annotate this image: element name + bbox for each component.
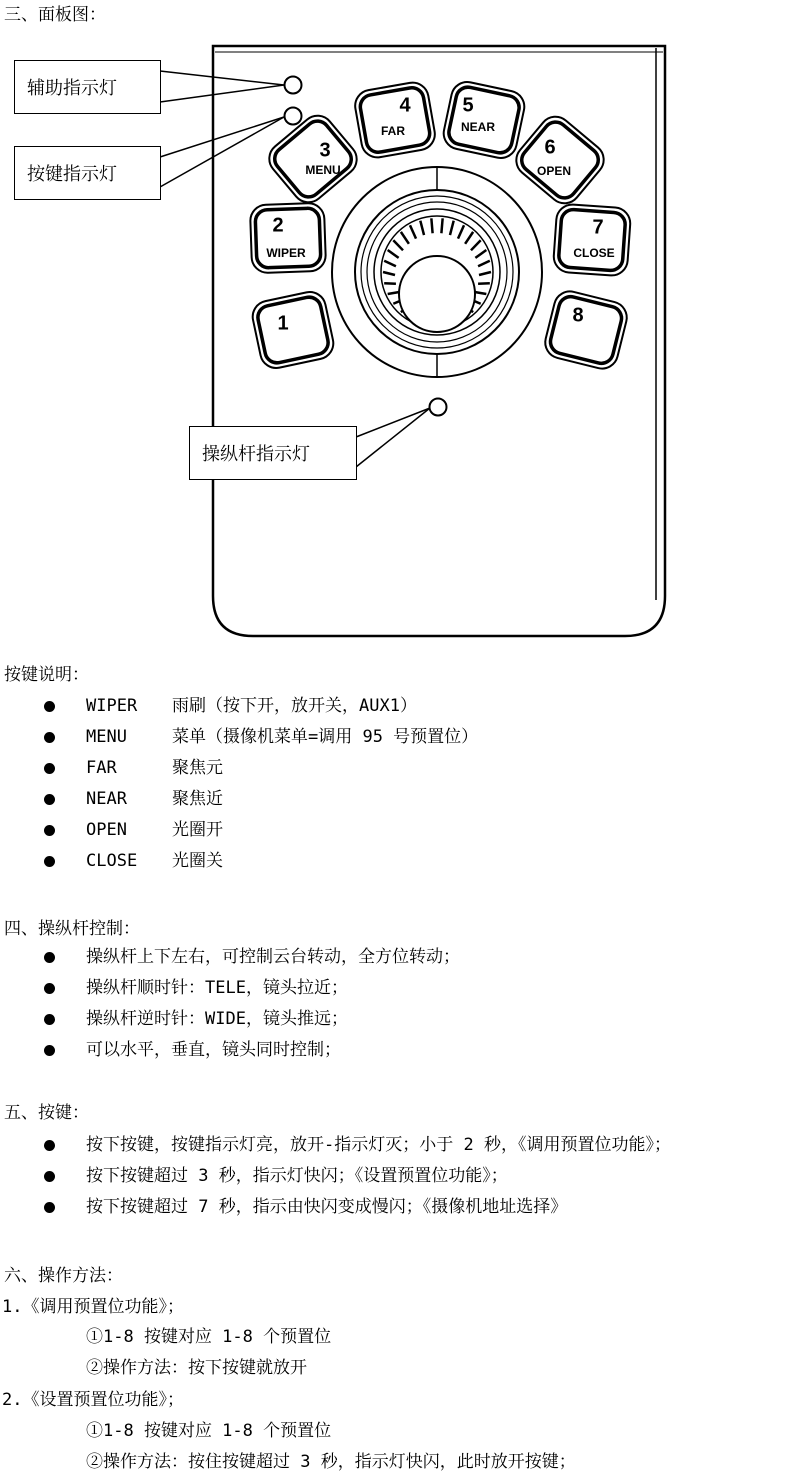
key-button-2[interactable] — [250, 203, 326, 274]
key-button-3[interactable] — [263, 109, 363, 209]
key-name: NEAR — [86, 789, 127, 809]
key-button-4[interactable] — [353, 80, 438, 160]
bullet-icon — [44, 983, 55, 994]
key-name: CLOSE — [86, 851, 138, 871]
list-item: 按下按键超过 3 秒，指示灯快闪；《设置预置位功能》； — [86, 1166, 508, 1186]
key-label: MENU — [305, 163, 341, 178]
callout-aux-label: 辅助指示灯 — [27, 78, 117, 99]
list-item: 操纵杆逆时针：WIDE，镜头推远； — [86, 1009, 348, 1029]
key-description: 雨刷（按下开，放开关，AUX1） — [172, 696, 417, 716]
key-number: 1 — [277, 312, 289, 335]
key-name: WIPER — [86, 696, 138, 716]
key-number: 3 — [319, 139, 331, 162]
key-button-8[interactable] — [542, 288, 630, 372]
key-label: FAR — [381, 124, 405, 139]
callout-key-indicator — [14, 146, 161, 200]
joystick[interactable] — [332, 167, 542, 377]
operation-item1-line1: ①1-8 按键对应 1-8 个预置位 — [86, 1327, 332, 1347]
bullet-icon — [44, 794, 55, 805]
key-name: OPEN — [86, 820, 127, 840]
grip-rib — [431, 218, 432, 233]
key-label: NEAR — [460, 120, 496, 135]
operation-item2-title: 2.《设置预置位功能》； — [2, 1390, 184, 1410]
grip-rib — [384, 283, 396, 284]
key-number: 2 — [272, 214, 284, 237]
bullet-icon — [44, 952, 55, 963]
operation-item2-line2: ②操作方法：按住按键超过 3 秒，指示灯快闪，此时放开按键； — [86, 1452, 576, 1472]
list-item: 按下按键超过 7 秒，指示由快闪变成慢闪；《摄像机地址选择》 — [86, 1197, 568, 1217]
list-item — [86, 695, 417, 717]
joystick-heading: 四、操纵杆控制： — [4, 919, 140, 939]
list-item — [86, 757, 223, 779]
list-item — [86, 788, 223, 810]
grip-rib — [441, 218, 442, 233]
key-description: 聚焦近 — [172, 789, 223, 809]
key-number: 5 — [462, 94, 474, 117]
list-item — [86, 726, 478, 748]
operation-item2-line1: ①1-8 按键对应 1-8 个预置位 — [86, 1421, 332, 1441]
key-desc-heading: 按键说明： — [4, 665, 89, 685]
key-name: MENU — [86, 727, 127, 747]
list-item: 操纵杆顺时针：TELE，镜头拉近； — [86, 978, 348, 998]
key-number: 7 — [592, 216, 604, 239]
list-item — [86, 850, 223, 872]
joystick-indicator-light — [430, 399, 447, 416]
key-description: 聚焦元 — [172, 758, 223, 778]
key-button-6[interactable] — [510, 110, 610, 210]
key-label: WIPER — [266, 246, 306, 261]
key-number: 8 — [572, 304, 584, 327]
key-indicator-light — [285, 108, 302, 125]
key-description: 光圈开 — [172, 820, 223, 840]
bullet-icon — [44, 701, 55, 712]
operation-item1-line2: ②操作方法：按下按键就放开 — [86, 1358, 307, 1378]
bullet-icon — [44, 1140, 55, 1151]
list-item: 按下按键，按键指示灯亮，放开-指示灯灭；小于 2 秒，《调用预置位功能》； — [86, 1135, 671, 1155]
operation-item1-title: 1.《调用预置位功能》； — [2, 1297, 184, 1317]
key-button-1[interactable] — [250, 289, 337, 371]
list-item: 可以水平，垂直，镜头同时控制； — [86, 1040, 341, 1060]
key-button-7[interactable] — [553, 204, 632, 277]
keys-heading: 五、按键： — [4, 1103, 89, 1123]
bullet-icon — [44, 1014, 55, 1025]
key-description: 光圈关 — [172, 851, 223, 871]
bullet-icon — [44, 856, 55, 867]
bullet-icon — [44, 825, 55, 836]
key-number: 6 — [544, 136, 556, 159]
callout-joystick-label: 操纵杆指示灯 — [202, 444, 310, 465]
operation-heading: 六、操作方法： — [4, 1266, 123, 1286]
bullet-icon — [44, 1045, 55, 1056]
callout-aux-indicator — [14, 60, 161, 114]
bullet-icon — [44, 732, 55, 743]
bullet-icon — [44, 763, 55, 774]
list-item — [86, 819, 223, 841]
bullet-icon — [44, 1202, 55, 1213]
list-item: 操纵杆上下左右，可控制云台转动，全方位转动； — [86, 947, 460, 967]
bullet-icon — [44, 1171, 55, 1182]
callout-key-label: 按键指示灯 — [27, 164, 117, 185]
key-name: FAR — [86, 758, 117, 778]
section-3-title: 三、面板图： — [4, 5, 106, 25]
key-label: CLOSE — [573, 246, 615, 261]
key-label: OPEN — [536, 164, 572, 179]
grip-rib — [478, 283, 490, 284]
key-number: 4 — [399, 94, 411, 117]
key-button-5[interactable] — [441, 79, 528, 161]
callout-joystick-indicator — [189, 426, 357, 480]
aux-indicator-light — [285, 77, 302, 94]
key-description: 菜单（摄像机菜单=调用 95 号预置位） — [172, 727, 479, 747]
